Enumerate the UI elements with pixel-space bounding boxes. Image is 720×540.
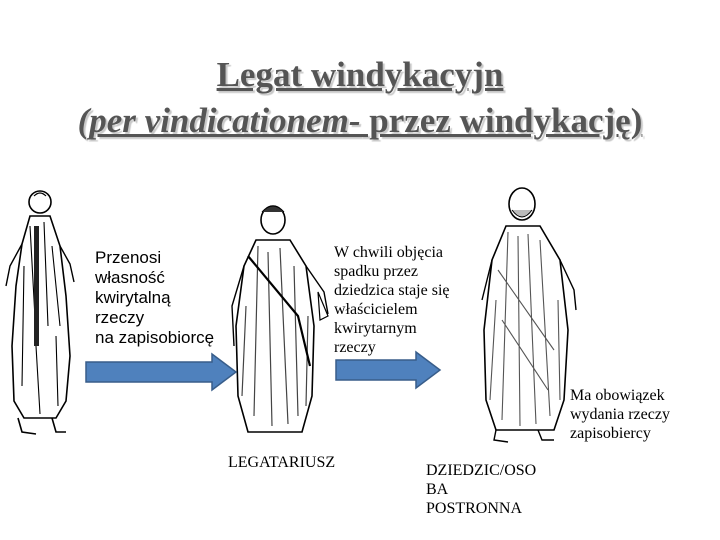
middle-note-line: W chwili objęcia: [334, 244, 443, 261]
legatariusz-label: LEGATARIUSZ: [228, 454, 336, 471]
left-note: [95, 248, 235, 348]
right-note: [570, 386, 710, 443]
dziedzic-label-line: POSTRONNA: [426, 500, 523, 517]
arrow-right-2-icon: [334, 350, 442, 390]
right-note-line: Ma obowiązek: [570, 387, 665, 404]
left-note-line: własność: [95, 268, 165, 287]
heir-figure: [478, 180, 578, 444]
middle-note-line: spadku przez: [334, 263, 418, 280]
slide-title: [0, 52, 720, 144]
middle-note: [334, 243, 484, 357]
right-note-line: wydania rzeczy: [570, 406, 670, 423]
dziedzic-label: [426, 461, 566, 518]
middle-note-line: właścicielem: [334, 301, 418, 318]
left-note-line: kwirytalną: [95, 288, 171, 307]
middle-note-line: dziedzica staje się: [334, 282, 450, 299]
testator-figure: [0, 186, 85, 442]
title-line-2: [0, 98, 720, 144]
left-note-line: na zapisobiorcę: [95, 328, 215, 347]
arrow-right-1-icon: [84, 352, 240, 392]
left-note-line: Przenosi: [95, 248, 162, 267]
dziedzic-label-line: BA: [426, 481, 449, 498]
dziedzic-label-line: DZIEDZIC/OSO: [426, 462, 537, 479]
title-line-1: Legat windykacyjn: [216, 55, 504, 94]
title-rest-part: przez windykację): [360, 101, 643, 140]
right-note-line: zapisobiercy: [570, 425, 651, 442]
legatee-figure: [228, 196, 340, 446]
title-italic-part: (per vindicationem-: [77, 101, 361, 140]
middle-note-line: kwirytarnym: [334, 320, 417, 337]
middle-note-line: rzeczy: [334, 339, 376, 356]
left-note-line: rzeczy: [95, 308, 145, 327]
